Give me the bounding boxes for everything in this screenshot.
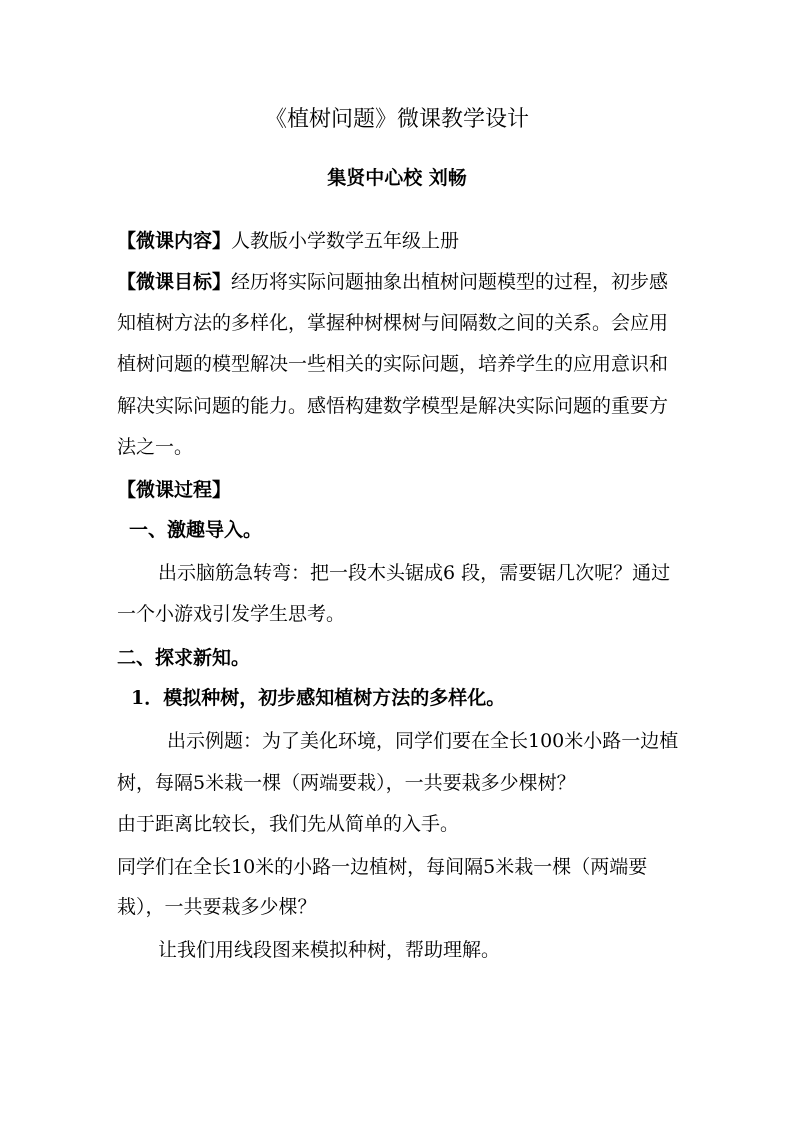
goal-line: 植树问题的模型解决一些相关的实际问题，培养学生的应用意识和 [117, 353, 669, 375]
sub1-heading: 1．模拟种树，初步感知植树方法的多样化。 [131, 687, 506, 709]
section1-line: 出示脑筋急转弯：把一段木头锯成6 段，需要锯几次呢？通过 [158, 562, 671, 584]
section2-heading: 二、探求新知。 [117, 647, 251, 669]
goal-row [117, 270, 668, 294]
simple-example-line: 同学们在全长10米的小路一边植树，每间隔5米栽一棵（两端要 [117, 856, 648, 878]
author-line: 集贤中心校 刘畅 [327, 167, 467, 189]
content-row [117, 229, 459, 253]
final-line: 让我们用线段图来模拟种树，帮助理解。 [158, 939, 501, 961]
goal-line: 法之一。 [117, 436, 194, 458]
goal-line: 经历将实际问题抽象出植树问题模型的过程，初步感 [231, 271, 669, 293]
simple-example-line: 栽），一共要栽多少棵？ [117, 896, 317, 918]
example-line: 出示例题：为了美化环境，同学们要在全长100米小路一边植 [167, 730, 679, 752]
goal-label: 【微课目标】 [117, 271, 232, 293]
content-label: 【微课内容】 [117, 230, 232, 252]
process-label: 【微课过程】 [117, 479, 232, 501]
goal-line: 解决实际问题的能力。感悟构建数学模型是解决实际问题的重要方 [117, 395, 669, 417]
document-title: 《植树问题》微课教学设计 [264, 107, 529, 132]
section1-heading: 一、激趣导入。 [129, 519, 263, 541]
content-text: 人教版小学数学五年级上册 [231, 230, 460, 252]
goal-line: 知植树方法的多样化，掌握种树棵树与间隔数之间的关系。会应用 [117, 312, 669, 334]
section1-line: 一个小游戏引发学生思考。 [117, 603, 346, 625]
simple-line: 由于距离比较长，我们先从简单的入手。 [117, 813, 460, 835]
example-line: 树，每隔5米栽一棵（两端要栽），一共要栽多少棵树？ [117, 772, 576, 794]
